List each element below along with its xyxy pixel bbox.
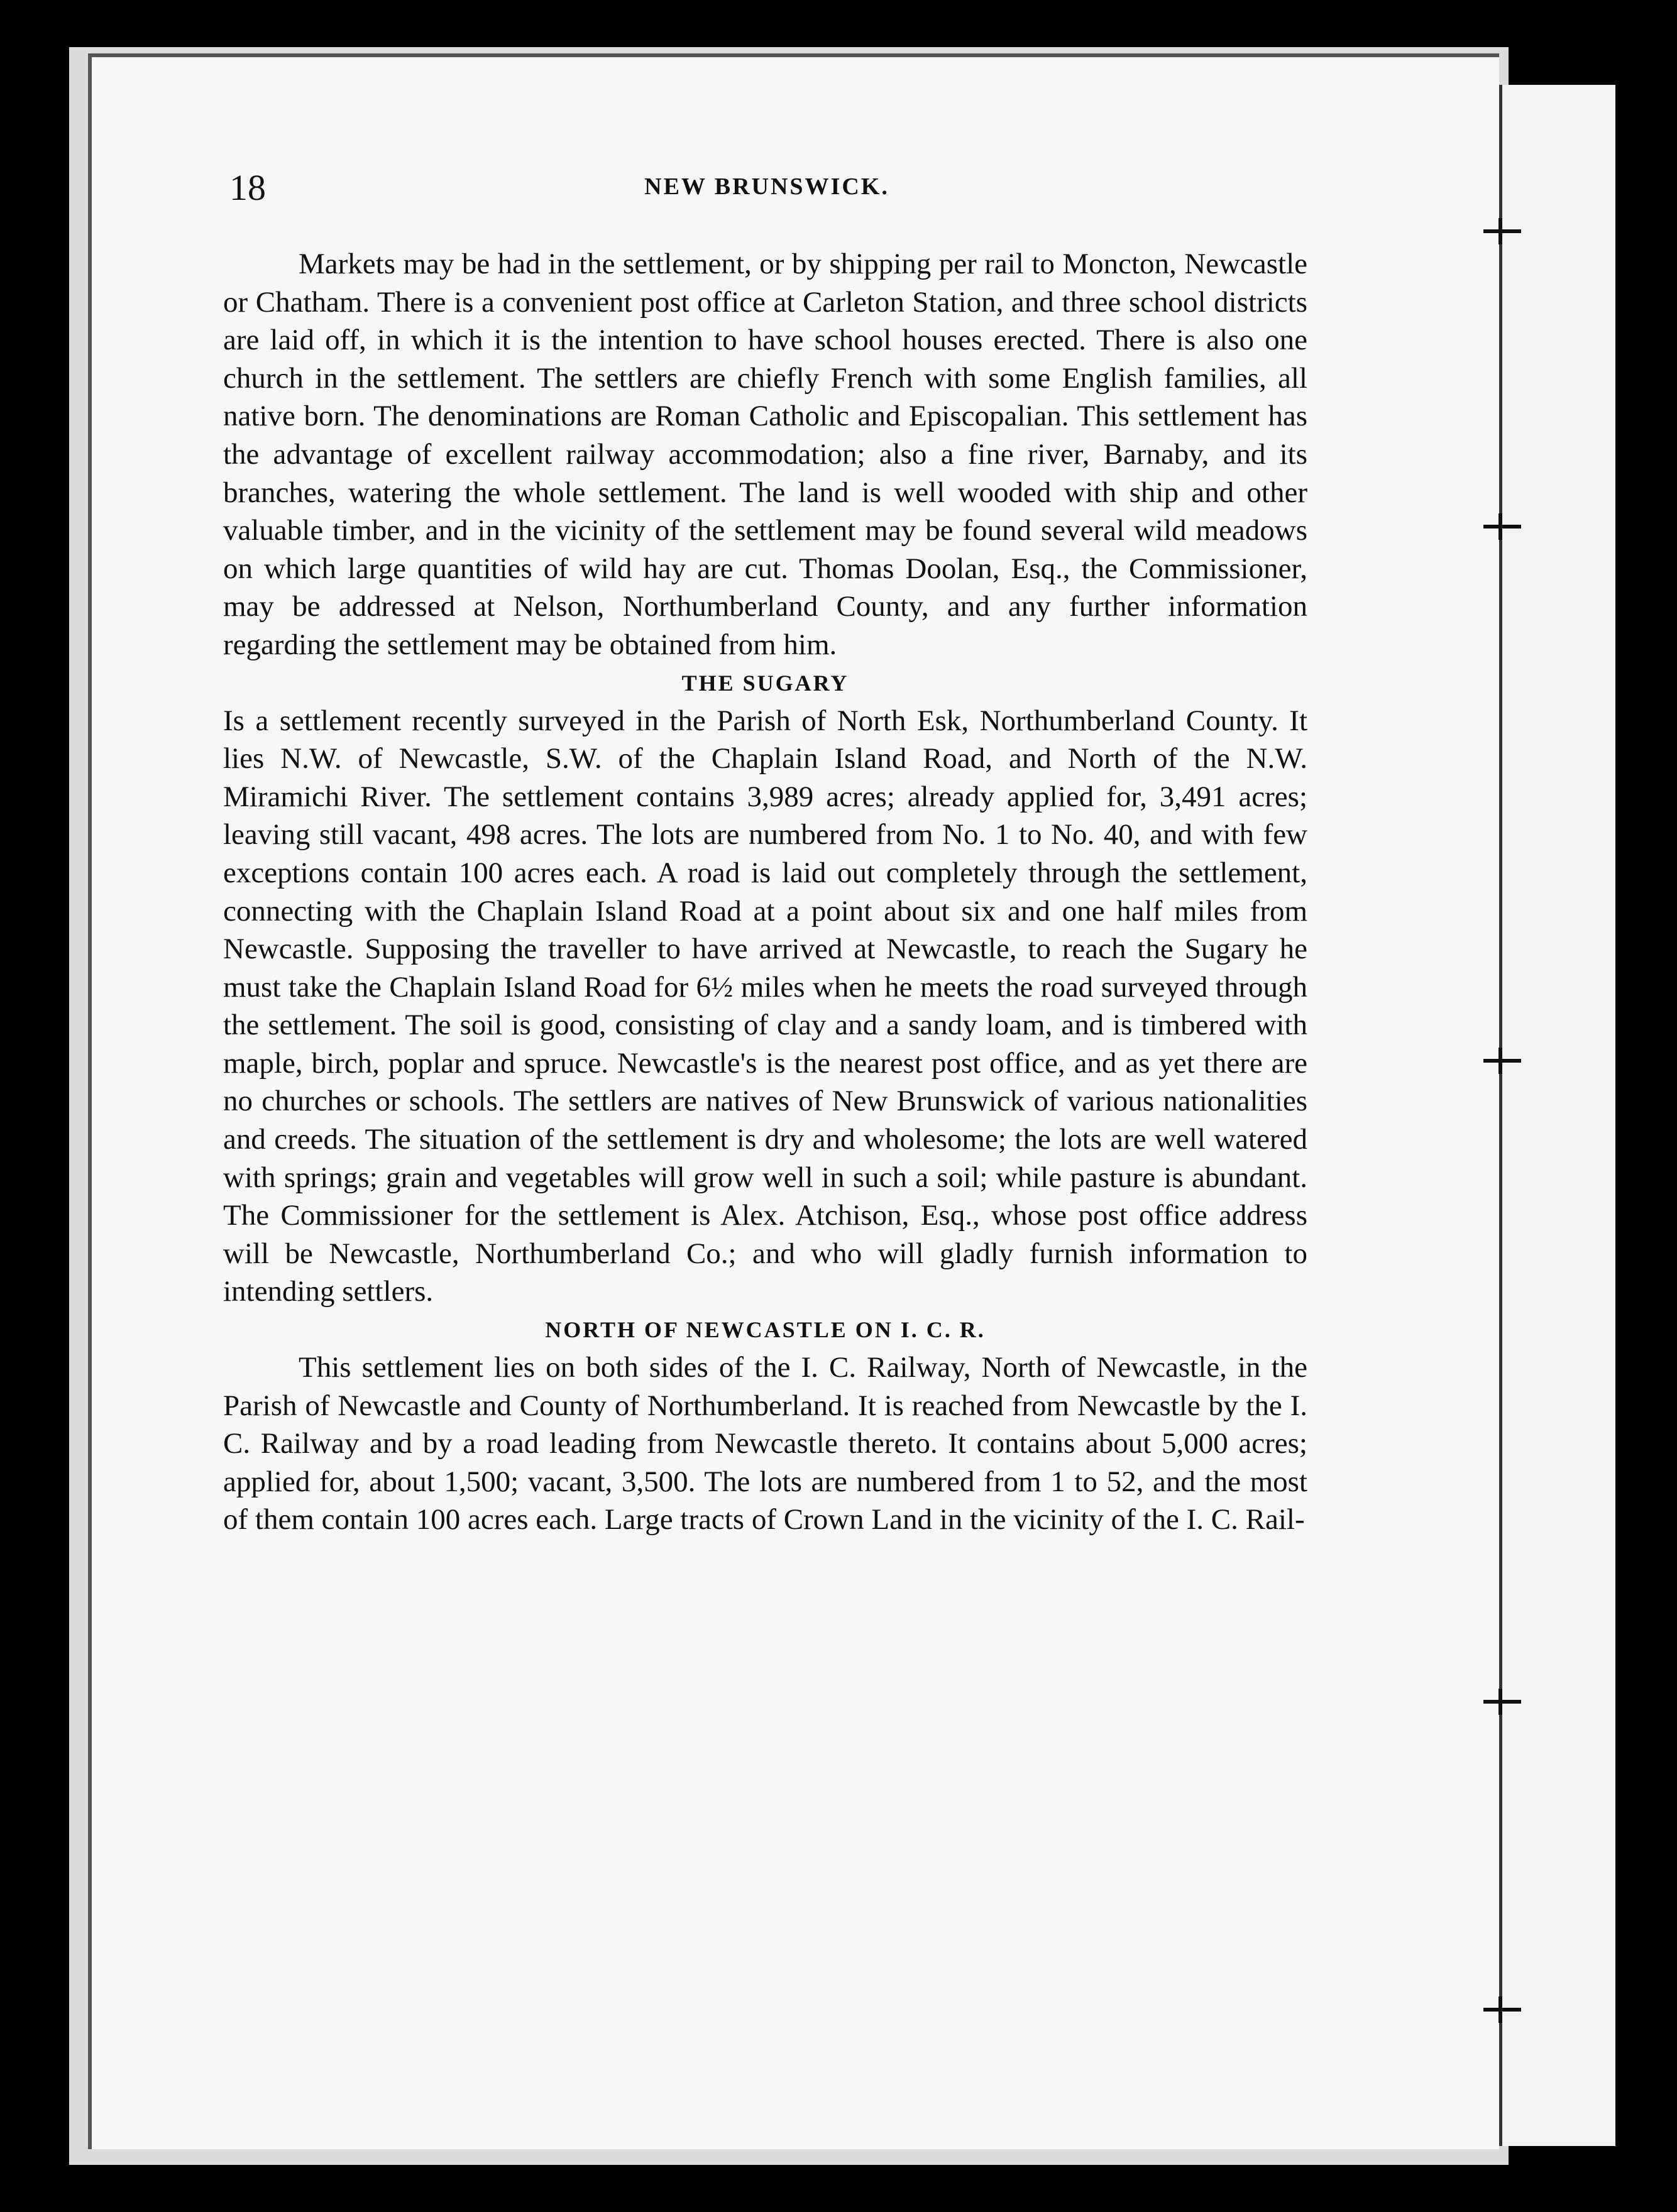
heading-the-sugary: THE SUGARY bbox=[681, 670, 849, 696]
binding-mark bbox=[1483, 1059, 1521, 1063]
running-head bbox=[229, 167, 1304, 217]
binding-mark bbox=[1483, 2008, 1521, 2012]
paragraph-sugary: Is a settlement recently surveyed in the Parish of North Esk, Northumberland County. It lies N.W. of Newcastle, S.W. of the Chaplain Island Road, and North of the N.W. Miramichi River. The settlement contains 3,989 acres; already applied for, 3,491 acres; leaving still vacant, 498 acres. The lots are numbered from No. 1 to No. 40, and with few exceptions contain 100 acres each. A road is laid out completely through the settlement, connecting with the Chaplain Island Road at a point about six and one half miles from Newcastle. Supposing the traveller to have arrived at Newcastle, to reach the Sugary he must take the Chaplain Island Road for 6½ miles when he meets the road surveyed through the settlement. The soil is good, consisting of clay and a sandy loam, and is timbered with maple, birch, poplar and spruce. Newcastle's is the nearest post office, and as yet there are no churches or schools. The settlers are natives of New Brunswick of various nationalities and creeds. The situation of the settlement is dry and wholesome; the lots are well watered with springs; grain and vegetables will grow well in such a soil; while pasture is abundant. The Commissioner for the settlement is Alex. Atchison, Esq., whose post office address will be Newcastle, Northumberland Co.; and who will gladly furnish information to intending settlers. bbox=[223, 704, 1307, 1308]
heading-north-of-newcastle: NORTH OF NEWCASTLE ON I. C. R. bbox=[545, 1317, 986, 1343]
page-number: 18 bbox=[229, 167, 266, 208]
binding-mark bbox=[1483, 525, 1521, 528]
binding-mark bbox=[1483, 229, 1521, 233]
paragraph-north-of-newcastle: This settlement lies on both sides of the I. C. Railway, North of Newcastle, in the Parish of Newcastle and County of Northumberland. It is reached from Newcastle by the I. C. Railway and by a road leading from Newcastle thereto. It contains about 5,000 acres; applied for, about 1,500; vacant, 3,500. The lots are numbered from 1 to 52, and the most of them contain 100 acres each. Large tracts of Crown Land in the vicinity of the I. C. Rail- bbox=[223, 1351, 1307, 1536]
running-title: NEW BRUNSWICK. bbox=[644, 173, 889, 200]
paragraph-markets: Markets may be had in the settlement, or by shipping per rail to Moncton, Newcastle or Chatham. There is a convenient post office at Carleton Station, and three school districts are laid off, in which it is the intention to have school houses erected. There is also one church in the settlement. The settlers are chiefly French with some English families, all native born. The denominations are Roman Catholic and Episcopalian. This settlement has the advantage of excellent railway accommodation; also a fine river, Barnaby, and its branches, watering the whole settlement. The land is well wooded with ship and other valuable timber, and in the vicinity of the settlement may be found several wild meadows on which large quantities of wild hay are cut. Thomas Doolan, Esq., the Commissioner, may be addressed at Nelson, Northumberland County, and any further information regarding the settlement may be obtained from him. bbox=[223, 248, 1307, 661]
binding-mark bbox=[1483, 1700, 1521, 1704]
adjacent-page-edge bbox=[1499, 85, 1615, 2146]
body-text bbox=[223, 245, 1307, 1539]
